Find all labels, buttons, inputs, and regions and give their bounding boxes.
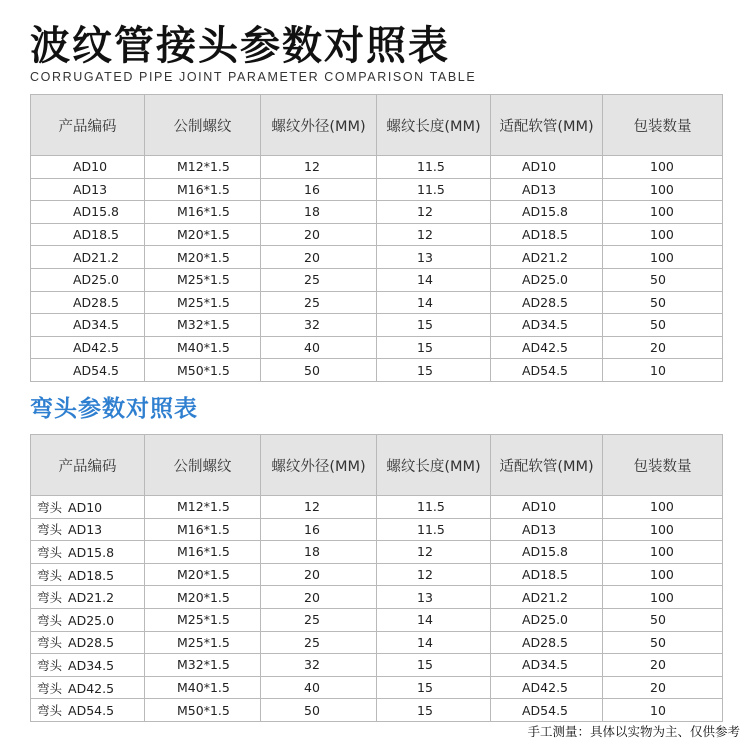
table-cell: M25*1.5 xyxy=(145,608,261,631)
table-cell: M20*1.5 xyxy=(145,223,261,246)
table-header-row xyxy=(31,435,723,496)
column-header: 螺纹长度(MM) xyxy=(377,95,491,156)
table-cell: 100 xyxy=(603,156,723,179)
code-prefix: 弯头 xyxy=(37,612,63,628)
table-row xyxy=(31,541,723,564)
page-title: 波纹管接头参数对照表 xyxy=(30,22,450,69)
table-cell: 12 xyxy=(377,201,491,224)
table-cell: 16 xyxy=(261,178,377,201)
table-cell: M25*1.5 xyxy=(145,631,261,654)
column-header: 螺纹外径(MM) xyxy=(261,95,377,156)
table-cell: 100 xyxy=(603,178,723,201)
table-cell: AD25.0 xyxy=(31,268,145,291)
table-cell: 18 xyxy=(261,541,377,564)
column-header: 公制螺纹 xyxy=(145,95,261,156)
table-cell: 20 xyxy=(261,586,377,609)
table-row xyxy=(31,268,723,291)
column-header: 螺纹外径(MM) xyxy=(261,435,377,496)
code-prefix: 弯头 xyxy=(37,635,63,651)
elbow-section-title: 弯头参数对照表 xyxy=(30,395,198,422)
table-cell: 15 xyxy=(377,699,491,722)
table-cell: AD54.5 xyxy=(31,359,145,382)
table-row xyxy=(31,291,723,314)
table-cell xyxy=(31,541,145,564)
code-prefix: 弯头 xyxy=(37,590,63,606)
table-cell: AD13 xyxy=(491,518,603,541)
table-cell: 100 xyxy=(603,496,723,519)
table-cell: 11.5 xyxy=(377,496,491,519)
table-cell: 12 xyxy=(377,541,491,564)
column-header: 包装数量 xyxy=(603,435,723,496)
table-cell: AD18.5 xyxy=(31,223,145,246)
table-cell xyxy=(31,496,145,519)
table-cell: AD34.5 xyxy=(31,314,145,337)
joint-parameter-table xyxy=(30,94,723,382)
table-row xyxy=(31,563,723,586)
table-cell: 20 xyxy=(261,246,377,269)
table-cell: M25*1.5 xyxy=(145,291,261,314)
column-header: 产品编码 xyxy=(31,95,145,156)
table-cell: M16*1.5 xyxy=(145,201,261,224)
product-code: AD34.5 xyxy=(68,657,115,673)
table-cell: 100 xyxy=(603,201,723,224)
column-header: 适配软管(MM) xyxy=(491,435,603,496)
column-header: 螺纹长度(MM) xyxy=(377,435,491,496)
table-row xyxy=(31,631,723,654)
product-code: AD18.5 xyxy=(68,567,115,583)
table-cell: AD28.5 xyxy=(31,291,145,314)
table-cell: AD42.5 xyxy=(31,336,145,359)
table-cell: 100 xyxy=(603,518,723,541)
table-cell: 10 xyxy=(603,359,723,382)
table-cell: 100 xyxy=(603,563,723,586)
table-cell: M16*1.5 xyxy=(145,178,261,201)
table-cell: AD13 xyxy=(491,178,603,201)
table-cell: 12 xyxy=(377,563,491,586)
table-cell: M32*1.5 xyxy=(145,654,261,677)
table-cell: 20 xyxy=(603,336,723,359)
table-cell: 25 xyxy=(261,268,377,291)
table-cell: 13 xyxy=(377,246,491,269)
table-row xyxy=(31,586,723,609)
table-row xyxy=(31,201,723,224)
table-cell: M40*1.5 xyxy=(145,676,261,699)
table-cell: M50*1.5 xyxy=(145,699,261,722)
table-cell: 15 xyxy=(377,336,491,359)
table-cell: 12 xyxy=(261,156,377,179)
table-row xyxy=(31,496,723,519)
table-cell: AD54.5 xyxy=(491,699,603,722)
table-cell: 50 xyxy=(261,699,377,722)
table-cell: 11.5 xyxy=(377,156,491,179)
table-cell: 25 xyxy=(261,291,377,314)
table-cell: AD10 xyxy=(491,496,603,519)
table-cell: M20*1.5 xyxy=(145,586,261,609)
table-cell: 15 xyxy=(377,314,491,337)
table-row xyxy=(31,699,723,722)
table-cell: 13 xyxy=(377,586,491,609)
code-prefix: 弯头 xyxy=(37,680,63,696)
product-code: AD10 xyxy=(68,499,103,515)
product-code: AD54.5 xyxy=(68,703,115,719)
table-cell: 20 xyxy=(603,654,723,677)
table-cell: AD42.5 xyxy=(491,336,603,359)
table-cell: 12 xyxy=(377,223,491,246)
table-cell: 100 xyxy=(603,586,723,609)
table-cell: 100 xyxy=(603,541,723,564)
table-row xyxy=(31,608,723,631)
table-cell: 100 xyxy=(603,223,723,246)
code-prefix: 弯头 xyxy=(37,522,63,538)
table-cell xyxy=(31,654,145,677)
table-row xyxy=(31,676,723,699)
table-cell: AD21.2 xyxy=(31,246,145,269)
table-row xyxy=(31,654,723,677)
table-cell: 16 xyxy=(261,518,377,541)
table-cell: 32 xyxy=(261,654,377,677)
table-cell: AD28.5 xyxy=(491,631,603,654)
table-cell: 11.5 xyxy=(377,518,491,541)
product-code: AD13 xyxy=(68,522,103,538)
table-row xyxy=(31,314,723,337)
table-cell: 25 xyxy=(261,631,377,654)
table-cell: 10 xyxy=(603,699,723,722)
table-cell xyxy=(31,563,145,586)
table-cell: M12*1.5 xyxy=(145,496,261,519)
table-cell: M32*1.5 xyxy=(145,314,261,337)
table-row xyxy=(31,223,723,246)
column-header: 公制螺纹 xyxy=(145,435,261,496)
table-cell: 32 xyxy=(261,314,377,337)
table-cell: AD42.5 xyxy=(491,676,603,699)
table-cell: M25*1.5 xyxy=(145,268,261,291)
table-cell xyxy=(31,676,145,699)
table-header-row xyxy=(31,95,723,156)
table-cell: 14 xyxy=(377,291,491,314)
table-cell: AD18.5 xyxy=(491,223,603,246)
table-cell: 15 xyxy=(377,676,491,699)
code-prefix: 弯头 xyxy=(37,544,63,560)
product-code: AD21.2 xyxy=(68,590,115,606)
product-code: AD42.5 xyxy=(68,680,115,696)
table-cell: 20 xyxy=(261,563,377,586)
table-cell: AD25.0 xyxy=(491,268,603,291)
table-cell: M12*1.5 xyxy=(145,156,261,179)
table-cell: 50 xyxy=(603,314,723,337)
footnote: 手工测量：具体以实物为主、仅供参考 xyxy=(527,724,740,739)
table-cell: 12 xyxy=(261,496,377,519)
table-cell: 50 xyxy=(603,268,723,291)
table-cell xyxy=(31,699,145,722)
product-code: AD25.0 xyxy=(68,612,115,628)
table-cell: 20 xyxy=(603,676,723,699)
table-cell: 40 xyxy=(261,336,377,359)
table-cell: M16*1.5 xyxy=(145,541,261,564)
table-cell: AD15.8 xyxy=(31,201,145,224)
table-cell: AD21.2 xyxy=(491,586,603,609)
elbow-parameter-table xyxy=(30,434,723,722)
table-cell: AD15.8 xyxy=(491,201,603,224)
table-cell: AD10 xyxy=(491,156,603,179)
table-cell: 14 xyxy=(377,608,491,631)
table-cell xyxy=(31,586,145,609)
table-cell xyxy=(31,608,145,631)
table-cell: M40*1.5 xyxy=(145,336,261,359)
table-cell: AD15.8 xyxy=(491,541,603,564)
table-cell: AD54.5 xyxy=(491,359,603,382)
table-cell: 18 xyxy=(261,201,377,224)
table-cell: 15 xyxy=(377,654,491,677)
code-prefix: 弯头 xyxy=(37,657,63,673)
table-cell: M20*1.5 xyxy=(145,246,261,269)
table-cell: AD34.5 xyxy=(491,314,603,337)
table-cell: 15 xyxy=(377,359,491,382)
code-prefix: 弯头 xyxy=(37,703,63,719)
table-cell: 11.5 xyxy=(377,178,491,201)
table-cell: 100 xyxy=(603,246,723,269)
table-row xyxy=(31,518,723,541)
code-prefix: 弯头 xyxy=(37,567,63,583)
table-row xyxy=(31,246,723,269)
table-cell: M20*1.5 xyxy=(145,563,261,586)
table-cell: M50*1.5 xyxy=(145,359,261,382)
code-prefix: 弯头 xyxy=(37,499,63,515)
table-cell xyxy=(31,518,145,541)
product-code: AD28.5 xyxy=(68,635,115,651)
table-row xyxy=(31,359,723,382)
table-cell: 14 xyxy=(377,268,491,291)
table-cell: 50 xyxy=(603,631,723,654)
table-cell xyxy=(31,631,145,654)
table-cell: AD25.0 xyxy=(491,608,603,631)
table-cell: AD18.5 xyxy=(491,563,603,586)
table-cell: 25 xyxy=(261,608,377,631)
table-cell: AD13 xyxy=(31,178,145,201)
table-cell: AD28.5 xyxy=(491,291,603,314)
table-row xyxy=(31,178,723,201)
table-cell: 50 xyxy=(603,291,723,314)
table-cell: 50 xyxy=(261,359,377,382)
table-row xyxy=(31,156,723,179)
product-code: AD15.8 xyxy=(68,544,115,560)
column-header: 产品编码 xyxy=(31,435,145,496)
table-cell: AD34.5 xyxy=(491,654,603,677)
table-cell: AD21.2 xyxy=(491,246,603,269)
table-cell: 20 xyxy=(261,223,377,246)
table-cell: 40 xyxy=(261,676,377,699)
table-cell: 50 xyxy=(603,608,723,631)
page-subtitle: CORRUGATED PIPE JOINT PARAMETER COMPARISON TABLE xyxy=(30,70,477,84)
table-cell: 14 xyxy=(377,631,491,654)
table-row xyxy=(31,336,723,359)
table-cell: AD10 xyxy=(31,156,145,179)
column-header: 适配软管(MM) xyxy=(491,95,603,156)
table-cell: M16*1.5 xyxy=(145,518,261,541)
column-header: 包装数量 xyxy=(603,95,723,156)
